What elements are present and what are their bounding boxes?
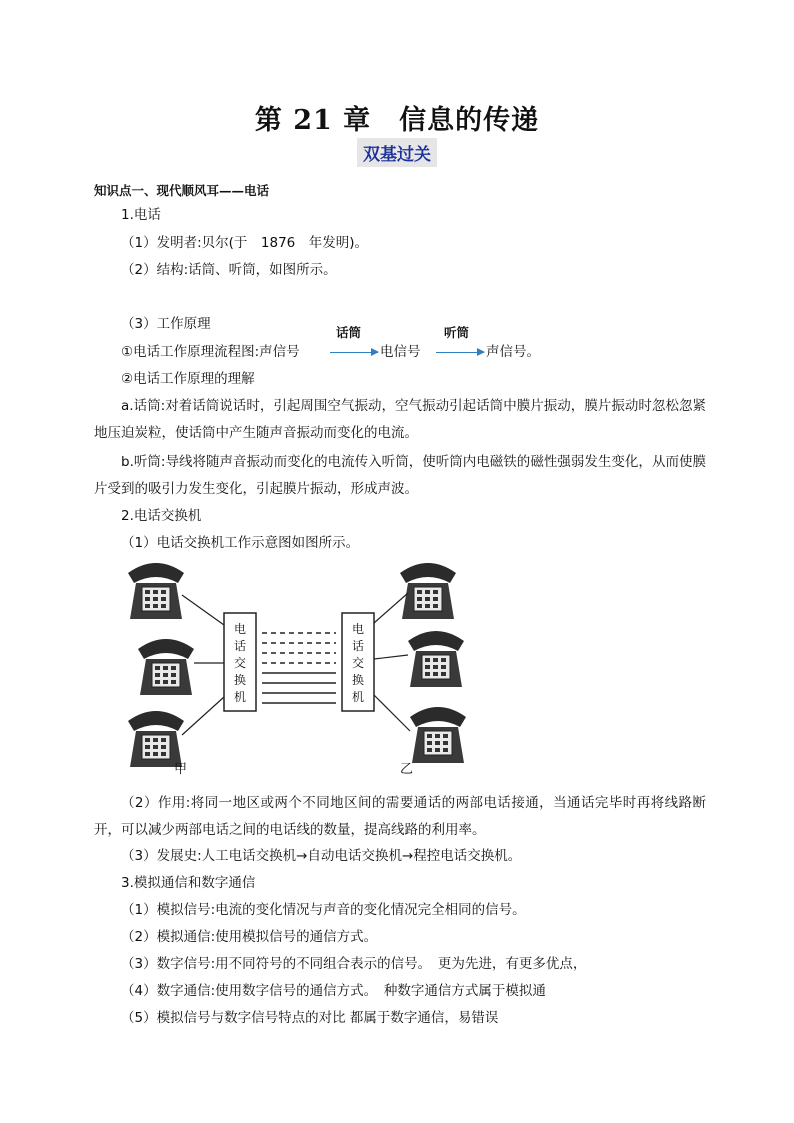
flow-label-microphone: 话筒: [336, 325, 362, 340]
flow-arrow-2: [436, 352, 484, 353]
diagram-label-jia: 甲: [174, 762, 188, 777]
item-telephone: 1.电话: [121, 207, 161, 223]
analog-communication-line: （2）模拟通信:使用模拟信号的通信方式。: [121, 929, 378, 945]
switchboard-right-label: 电话交换机: [351, 622, 365, 704]
phone-left-bottom-icon: [128, 711, 184, 767]
signal-comparison-line: （5）模拟信号与数字信号特点的对比 都属于数字通信，易错误: [121, 1010, 499, 1026]
flow-mid: 电信号: [380, 344, 421, 360]
inventor-line: （1）发明者:贝尔(于 1876 年发明)。: [121, 235, 369, 251]
microphone-paragraph: a.话筒:对着话筒说话时，引起周围空气振动，空气振动引起话筒中膜片振动，膜片振动时忽松忽紧地压迫炭粒，使话筒中产生随声音振动而变化的电流。: [94, 398, 706, 441]
item-switchboard: 2.电话交换机: [121, 508, 202, 524]
item-analog-digital: 3.模拟通信和数字通信: [121, 875, 256, 891]
phone-right-bottom-icon: [410, 707, 466, 763]
digital-signal-line: （3）数字信号:用不同符号的不同组合表示的信号。 更为先进，有更多优点，: [121, 956, 587, 972]
phone-left-top-icon: [128, 563, 184, 619]
switchboard-diagram-caption: （1）电话交换机工作示意图如图所示。: [121, 535, 360, 551]
switchboard-function-paragraph: （2）作用:将同一地区或两个不同地区间的需要通话的两部电话接通，当通话完毕时再将线路断开，可以减少两部电话之间的电话线的数量，提高线路的利用率。: [94, 795, 706, 838]
phone-right-top-icon: [400, 563, 456, 619]
flow-end: 声信号。: [486, 344, 540, 360]
receiver-paragraph: b.听筒:导线将随声音振动而变化的电流传入听筒，使听筒内电磁铁的磁性强弱发生变化，从而使膜片受到的吸引力发生变化，引起膜片振动，形成声波。: [94, 454, 706, 497]
digital-communication-line: （4）数字通信:使用数字信号的通信方式。 种数字通信方式属于模拟通: [121, 983, 546, 999]
flow-prefix: ①电话工作原理流程图:声信号: [121, 344, 300, 360]
diagram-label-yi: 乙: [400, 762, 414, 777]
flow-label-receiver: 听筒: [444, 325, 470, 340]
understanding-line: ②电话工作原理的理解: [121, 371, 255, 387]
principle-line: （3）工作原理: [121, 316, 211, 332]
page-subtitle: 双基过关: [357, 138, 437, 167]
switchboard-diagram: [118, 555, 488, 780]
structure-line: （2）结构:话筒、听筒，如图所示。: [121, 262, 337, 278]
page-title: 第 21 章 信息的传递: [254, 105, 540, 136]
phone-right-middle-icon: [408, 631, 464, 687]
section-heading: 知识点一、现代顺风耳——电话: [94, 183, 270, 198]
switchboard-left-label: 电话交换机: [233, 622, 247, 704]
phone-left-middle-icon: [138, 639, 194, 695]
analog-signal-line: （1）模拟信号:电流的变化情况与声音的变化情况完全相同的信号。: [121, 902, 526, 918]
flow-arrow-1: [330, 352, 378, 353]
switchboard-history-line: （3）发展史:人工电话交换机→自动电话交换机→程控电话交换机。: [121, 848, 522, 864]
